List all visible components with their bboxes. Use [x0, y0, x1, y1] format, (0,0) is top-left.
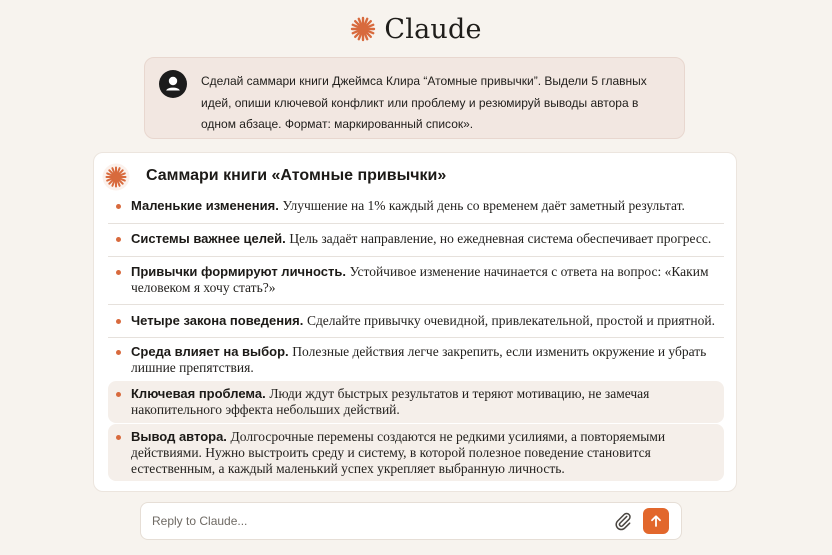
user-avatar-icon	[159, 70, 187, 98]
point-title: Маленькие изменения.	[131, 198, 279, 213]
point-title: Ключевая проблема.	[131, 386, 266, 401]
assistant-response	[93, 152, 737, 492]
list-item	[108, 313, 724, 338]
list-item	[108, 231, 724, 257]
reply-input[interactable]	[141, 503, 623, 539]
user-message	[144, 57, 685, 139]
point-text: Устойчивое изменение начинается с ответа на вопрос: «Каким человеком я хочу стать?»	[131, 264, 709, 295]
bullet-icon	[116, 319, 121, 324]
response-title: Саммари книги «Атомные привычки»	[146, 167, 447, 184]
bullet-icon	[116, 392, 121, 397]
point-title: Среда влияет на выбор.	[131, 344, 289, 359]
point-title: Четыре закона поведения.	[131, 313, 304, 328]
list-item-highlighted	[108, 381, 724, 423]
bullet-icon	[116, 435, 121, 440]
reply-composer	[140, 502, 682, 540]
point-text: Цель задаёт направление, но ежедневная система обеспечивает прогресс.	[289, 231, 712, 246]
app-title: Claude	[384, 13, 482, 45]
point-text: Люди ждут быстрых результатов и теряют мотивацию, не замечая накопительного эффекта небольших действий.	[131, 386, 650, 417]
bullet-icon	[116, 270, 121, 275]
list-item	[108, 198, 724, 224]
list-item	[108, 264, 724, 305]
user-message-text: Сделай саммари книги Джеймса Клира “Атомные привычки”. Выдели 5 главных идей, опиши ключевой конфликт или проблему и резюмируй выводы автора в одном абзаце. Формат: маркированный список».	[201, 74, 647, 131]
bullet-icon	[116, 350, 121, 355]
list-item	[108, 344, 724, 378]
point-title: Привычки формируют личность.	[131, 264, 346, 279]
point-text: Улучшение на 1% каждый день со временем даёт заметный результат.	[282, 198, 685, 213]
app-header	[0, 12, 832, 46]
point-text: Сделайте привычку очевидной, привлекательной, простой и приятной.	[306, 313, 716, 328]
bullet-icon	[116, 204, 121, 209]
send-button[interactable]	[643, 508, 669, 534]
point-text: Полезные действия легче закрепить, если изменить окружение и убрать лишние препятствия.	[131, 344, 707, 375]
point-title: Системы важнее целей.	[131, 231, 286, 246]
claude-logo-icon	[350, 16, 376, 42]
summary-list	[94, 153, 738, 493]
list-item-highlighted	[108, 424, 724, 481]
point-title: Вывод автора.	[131, 429, 227, 444]
paperclip-icon[interactable]	[613, 511, 633, 531]
point-text: Долгосрочные перемены создаются не редкими усилиями, а повторяемыми действиями. Нужно выстроить среду и систему, в которой полезное поведение становится естественным, а каждый маленький успех укрепляет выбранную личность.	[131, 429, 666, 476]
arrow-up-icon	[649, 514, 663, 528]
bullet-icon	[116, 237, 121, 242]
